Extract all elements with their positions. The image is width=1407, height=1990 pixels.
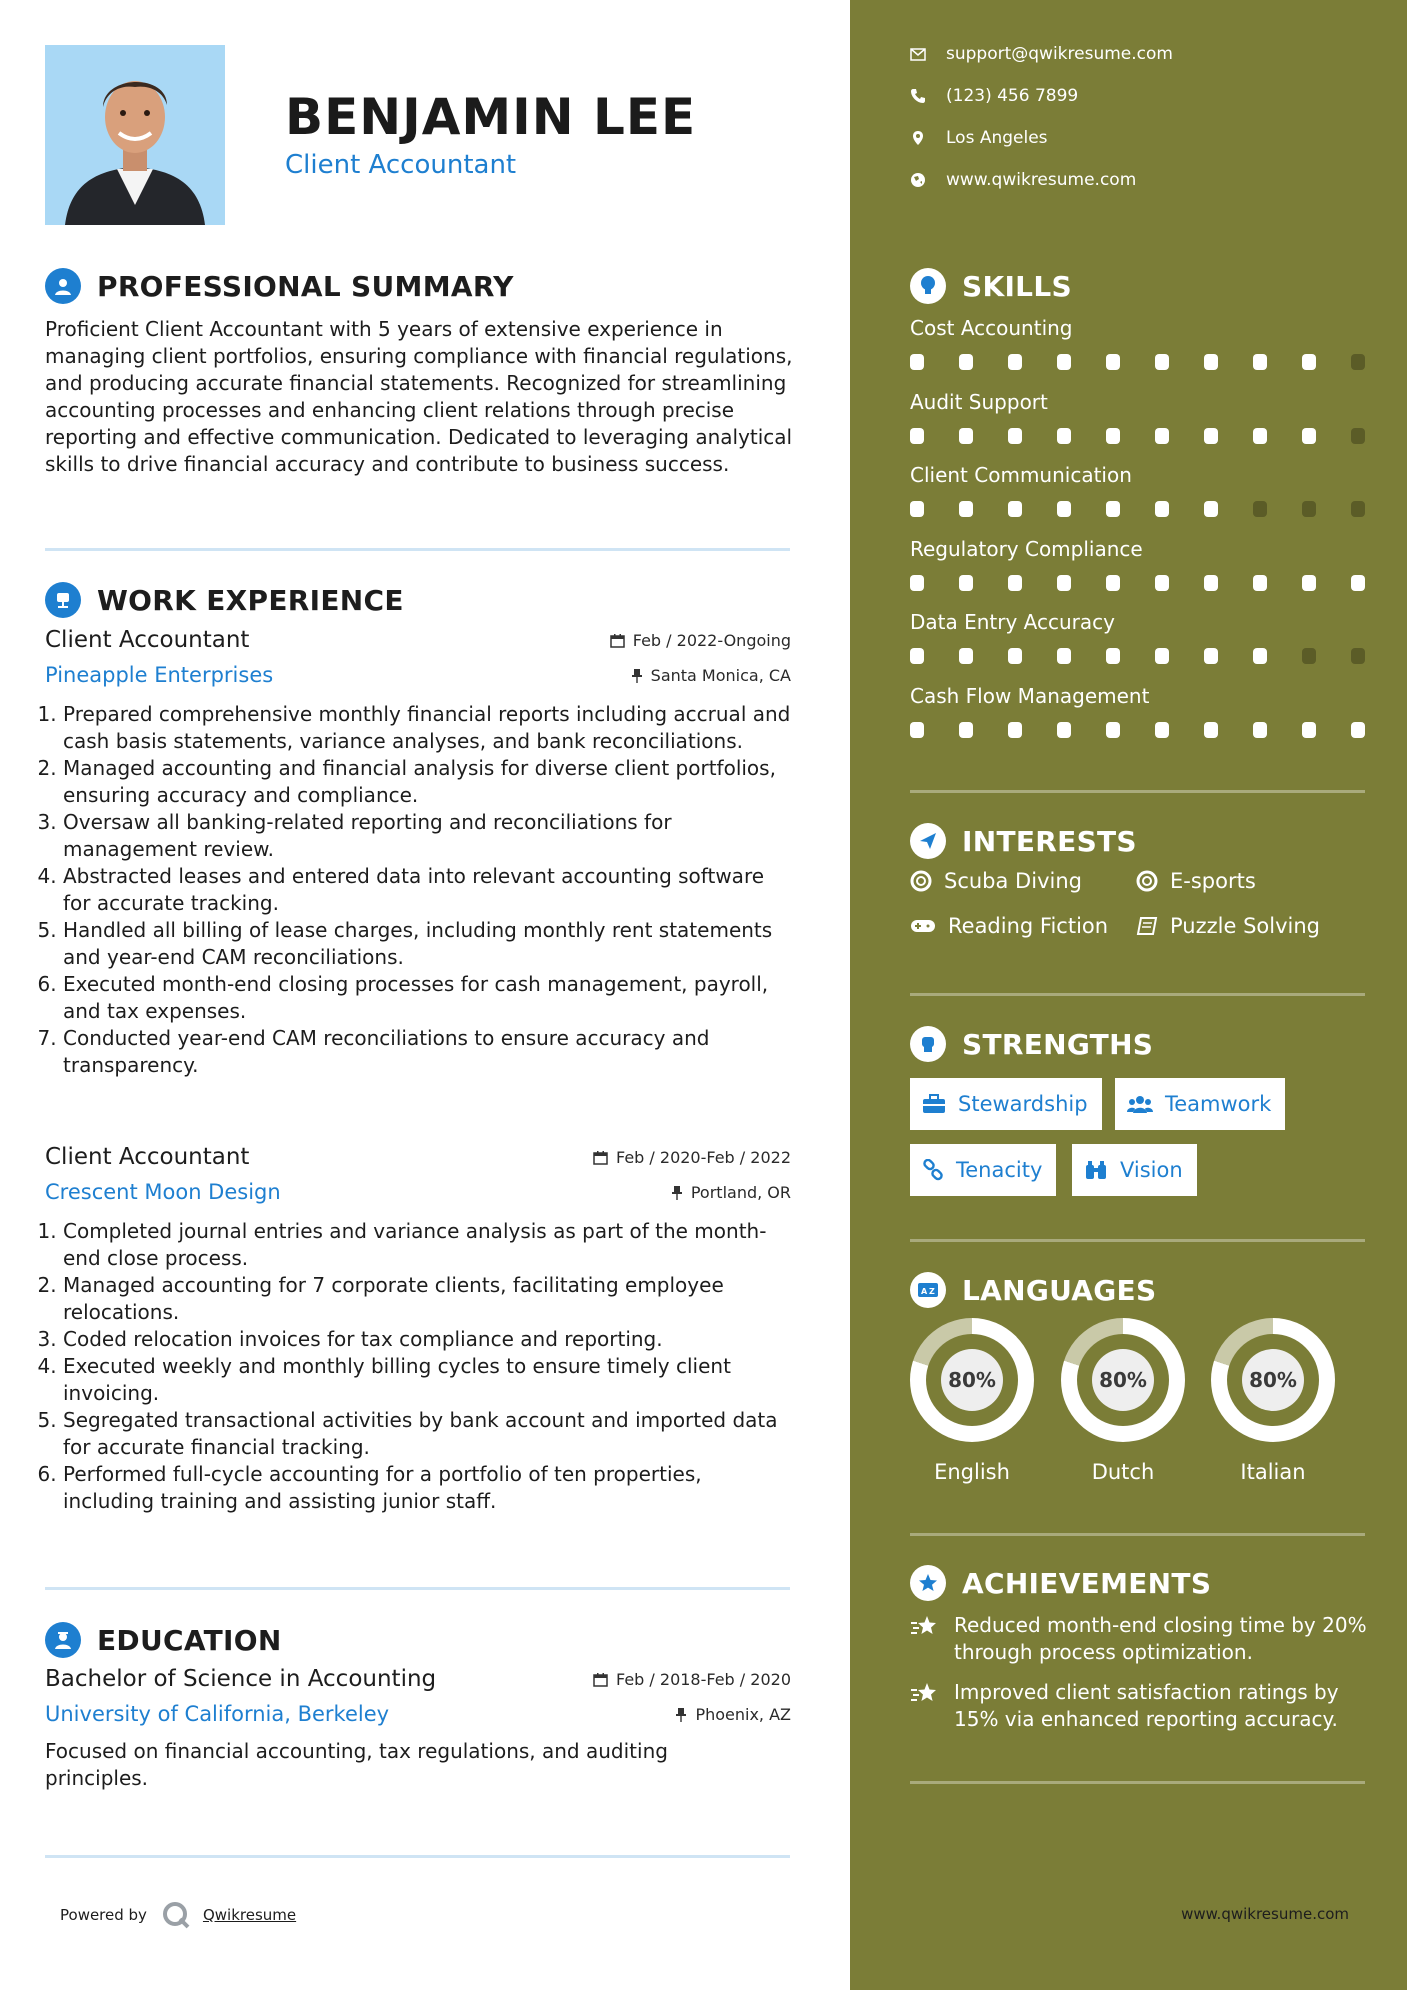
list-item: 1. Completed journal entries and variance analysis as part of the month-end close process. bbox=[63, 1218, 791, 1272]
achievement-item: Improved client satisfaction ratings by 15% via enhanced reporting accuracy. bbox=[910, 1679, 1370, 1733]
rating-dot bbox=[1106, 501, 1120, 517]
rating-dot bbox=[1253, 354, 1267, 370]
list-item: 2. Managed accounting for 7 corporate clients, facilitating employee relocations. bbox=[63, 1272, 791, 1326]
qwikresume-link[interactable]: Qwikresume bbox=[202, 1906, 297, 1924]
list-item: 3. Oversaw all banking-related reporting and reconciliations for management review. bbox=[63, 809, 791, 863]
pin-icon bbox=[631, 668, 643, 683]
strength-badge: Stewardship bbox=[910, 1078, 1102, 1130]
list-item: 3. Coded relocation invoices for tax compliance and reporting. bbox=[63, 1326, 791, 1353]
divider bbox=[910, 1239, 1365, 1242]
contact-phone[interactable]: (123) 456 7899 bbox=[910, 86, 1078, 106]
binoculars-icon bbox=[1084, 1159, 1108, 1181]
rating-dot bbox=[1057, 428, 1071, 444]
rating-dot bbox=[1155, 354, 1169, 370]
rating-dot bbox=[1204, 648, 1218, 664]
rating-dot bbox=[959, 648, 973, 664]
achievements-heading bbox=[910, 1565, 1211, 1601]
section-title: INTERESTS bbox=[962, 824, 1137, 858]
users-icon bbox=[1127, 1094, 1153, 1114]
list-item: 4. Executed weekly and monthly billing cycles to ensure timely client invoicing. bbox=[63, 1353, 791, 1407]
rating-dot bbox=[1106, 722, 1120, 738]
section-title: ACHIEVEMENTS bbox=[962, 1566, 1212, 1600]
summary-text: Proficient Client Accountant with 5 years of extensive experience in managing client portfolios, ensuring compliance with financial regulations, and producing accurate financial statements. Recognized for streamlining accounting processes and enhancing client relations through precise reporting and effective communication. Dedicated to leveraging analytical skills to drive financial accuracy and contribute to business success. bbox=[45, 317, 793, 476]
skill-item bbox=[910, 316, 1370, 370]
job-company: Pineapple Enterprises bbox=[45, 663, 274, 687]
language-percent: 80% bbox=[941, 1349, 1003, 1411]
calendar-icon bbox=[593, 1672, 608, 1687]
skill-name: Regulatory Compliance bbox=[910, 537, 1143, 561]
footer-url[interactable]: www.qwikresume.com bbox=[1181, 1905, 1349, 1923]
experience-heading bbox=[45, 582, 404, 618]
divider bbox=[45, 1587, 790, 1590]
strengths-heading bbox=[910, 1026, 1153, 1062]
envelope-icon bbox=[910, 48, 926, 61]
rating-dot bbox=[1155, 648, 1169, 664]
rating-dot bbox=[1302, 428, 1316, 444]
divider bbox=[45, 548, 790, 551]
rating-dot bbox=[910, 648, 924, 664]
job-date: Feb / 2020-Feb / 2022 bbox=[593, 1148, 791, 1167]
skill-item bbox=[910, 684, 1370, 738]
rating-dot bbox=[1155, 722, 1169, 738]
divider bbox=[910, 1781, 1365, 1784]
achievement-item: Reduced month-end closing time by 20% through process optimization. bbox=[910, 1612, 1370, 1666]
rating-dot bbox=[1106, 354, 1120, 370]
book-icon bbox=[1136, 916, 1158, 936]
job-bullets bbox=[45, 1218, 791, 1515]
skill-rating bbox=[910, 354, 1370, 370]
rating-dot bbox=[1351, 648, 1365, 664]
section-title: WORK EXPERIENCE bbox=[97, 583, 404, 617]
contact-location: Los Angeles bbox=[910, 128, 1048, 148]
list-item: 6. Executed month-end closing processes for cash management, payroll, and tax expenses. bbox=[63, 971, 791, 1025]
rating-dot bbox=[1008, 354, 1022, 370]
paper-plane-icon bbox=[910, 823, 946, 859]
map-marker-icon bbox=[910, 130, 926, 146]
rating-dot bbox=[910, 575, 924, 591]
job-entry bbox=[45, 1144, 791, 1515]
rating-dot bbox=[1302, 648, 1316, 664]
star-icon bbox=[910, 1681, 940, 1705]
pin-icon bbox=[671, 1185, 683, 1200]
strength-badge: Teamwork bbox=[1115, 1078, 1285, 1130]
divider bbox=[45, 1855, 790, 1858]
rating-dot bbox=[1351, 722, 1365, 738]
strength-badge: Vision bbox=[1072, 1144, 1197, 1196]
lightbulb-icon bbox=[910, 268, 946, 304]
summary-heading bbox=[45, 268, 514, 304]
divider bbox=[910, 1533, 1365, 1536]
interest-item: Reading Fiction bbox=[910, 914, 1108, 938]
rating-dot bbox=[1253, 575, 1267, 591]
interest-item: Puzzle Solving bbox=[1136, 914, 1320, 938]
list-item: 7. Conducted year-end CAM reconciliations to ensure accuracy and transparency. bbox=[63, 1025, 791, 1079]
translate-icon bbox=[910, 1272, 946, 1308]
job-bullets bbox=[45, 701, 791, 1079]
rating-dot bbox=[1008, 722, 1022, 738]
languages-heading bbox=[910, 1272, 1156, 1308]
rating-dot bbox=[910, 428, 924, 444]
rating-dot bbox=[910, 354, 924, 370]
education-description: Focused on financial accounting, tax regulations, and auditing principles. bbox=[45, 1739, 668, 1790]
rating-dot bbox=[1351, 575, 1365, 591]
list-item: 6. Performed full-cycle accounting for a portfolio of ten properties, including training and assisting junior staff. bbox=[63, 1461, 791, 1515]
rating-dot bbox=[959, 354, 973, 370]
star-badge-icon bbox=[910, 1565, 946, 1601]
interests-heading bbox=[910, 823, 1137, 859]
rating-dot bbox=[1008, 428, 1022, 444]
podium-icon bbox=[45, 582, 81, 618]
section-title: STRENGTHS bbox=[962, 1027, 1154, 1061]
rating-dot bbox=[1106, 575, 1120, 591]
skill-item bbox=[910, 390, 1370, 444]
interest-item: E-sports bbox=[1136, 869, 1256, 893]
calendar-icon bbox=[593, 1150, 608, 1165]
rating-dot bbox=[1351, 354, 1365, 370]
qwikresume-logo-icon bbox=[161, 1900, 191, 1930]
language-name: English bbox=[934, 1460, 1010, 1484]
briefcase-icon bbox=[922, 1094, 946, 1114]
job-company: Crescent Moon Design bbox=[45, 1180, 281, 1204]
language-percent: 80% bbox=[1242, 1349, 1304, 1411]
rating-dot bbox=[1253, 722, 1267, 738]
rating-dot bbox=[1253, 428, 1267, 444]
fist-icon bbox=[910, 1026, 946, 1062]
job-location: Santa Monica, CA bbox=[631, 666, 791, 685]
rating-dot bbox=[1204, 501, 1218, 517]
globe-icon bbox=[910, 172, 926, 188]
contact-website[interactable]: www.qwikresume.com bbox=[910, 170, 1136, 190]
section-title: PROFESSIONAL SUMMARY bbox=[97, 269, 514, 303]
profile-photo bbox=[45, 45, 225, 225]
skill-name: Cash Flow Management bbox=[910, 684, 1150, 708]
sidebar bbox=[850, 0, 1407, 1990]
language-percent: 80% bbox=[1092, 1349, 1154, 1411]
rating-dot bbox=[1204, 722, 1218, 738]
rating-dot bbox=[1253, 648, 1267, 664]
phone-icon bbox=[910, 88, 926, 104]
language-progress-ring bbox=[1061, 1318, 1185, 1442]
school: University of California, Berkeley bbox=[45, 1702, 390, 1726]
skill-name: Cost Accounting bbox=[910, 316, 1073, 340]
divider bbox=[910, 790, 1365, 793]
rating-dot bbox=[1008, 501, 1022, 517]
powered-by: Powered by Qwikresume bbox=[60, 1900, 296, 1930]
rating-dot bbox=[1057, 722, 1071, 738]
language-item bbox=[1211, 1318, 1335, 1484]
section-title: EDUCATION bbox=[97, 1623, 282, 1657]
contact-email[interactable]: support@qwikresume.com bbox=[910, 44, 1173, 64]
language-progress-ring bbox=[910, 1318, 1034, 1442]
rating-dot bbox=[1204, 354, 1218, 370]
language-item bbox=[910, 1318, 1034, 1484]
rating-dot bbox=[1106, 648, 1120, 664]
skill-item bbox=[910, 610, 1370, 664]
user-icon bbox=[45, 268, 81, 304]
education-entry bbox=[45, 1666, 791, 1792]
rating-dot bbox=[1155, 428, 1169, 444]
rating-dot bbox=[1204, 575, 1218, 591]
rating-dot bbox=[1351, 501, 1365, 517]
section-title: SKILLS bbox=[962, 269, 1072, 303]
education-heading bbox=[45, 1622, 282, 1658]
education-location: Phoenix, AZ bbox=[675, 1705, 791, 1724]
skill-name: Audit Support bbox=[910, 390, 1048, 414]
rating-dot bbox=[959, 501, 973, 517]
rating-dot bbox=[1057, 575, 1071, 591]
rating-dot bbox=[1351, 428, 1365, 444]
rating-dot bbox=[1155, 575, 1169, 591]
skill-rating bbox=[910, 648, 1370, 664]
rating-dot bbox=[1204, 428, 1218, 444]
rating-dot bbox=[959, 722, 973, 738]
rating-dot bbox=[1302, 501, 1316, 517]
strength-badge: Tenacity bbox=[910, 1144, 1056, 1196]
list-item: 4. Abstracted leases and entered data into relevant accounting software for accurate tracking. bbox=[63, 863, 791, 917]
link-icon bbox=[922, 1159, 944, 1181]
rating-dot bbox=[959, 428, 973, 444]
candidate-role: Client Accountant bbox=[285, 150, 517, 180]
job-entry bbox=[45, 627, 791, 1079]
rating-dot bbox=[1057, 648, 1071, 664]
graduation-icon bbox=[45, 1622, 81, 1658]
job-title: Client Accountant bbox=[45, 627, 250, 653]
svg-text:A: A bbox=[921, 1287, 928, 1296]
job-date: Feb / 2022-Ongoing bbox=[610, 631, 791, 650]
degree: Bachelor of Science in Accounting bbox=[45, 1666, 437, 1692]
skill-rating bbox=[910, 575, 1370, 591]
rating-dot bbox=[1302, 575, 1316, 591]
list-item: 5. Handled all billing of lease charges, including monthly rent statements and year-end CAM reconciliations. bbox=[63, 917, 791, 971]
rating-dot bbox=[959, 575, 973, 591]
skill-name: Client Communication bbox=[910, 463, 1132, 487]
language-name: Dutch bbox=[1091, 1460, 1155, 1484]
rating-dot bbox=[1057, 354, 1071, 370]
pin-icon bbox=[675, 1707, 687, 1722]
list-item: 1. Prepared comprehensive monthly financial reports including accrual and cash basis statements, variance analyses, and bank reconciliations. bbox=[63, 701, 791, 755]
rating-dot bbox=[1302, 722, 1316, 738]
list-item: 2. Managed accounting and financial analysis for diverse client portfolios, ensuring accuracy and compliance. bbox=[63, 755, 791, 809]
skill-item bbox=[910, 463, 1370, 517]
rating-dot bbox=[1155, 501, 1169, 517]
calendar-icon bbox=[610, 633, 625, 648]
skill-name: Data Entry Accuracy bbox=[910, 610, 1115, 634]
rating-dot bbox=[1008, 648, 1022, 664]
language-name: Italian bbox=[1240, 1460, 1306, 1484]
skills-heading bbox=[910, 268, 1072, 304]
skill-rating bbox=[910, 722, 1370, 738]
rating-dot bbox=[910, 722, 924, 738]
rating-dot bbox=[1106, 428, 1120, 444]
skill-rating bbox=[910, 428, 1370, 444]
rating-dot bbox=[1253, 501, 1267, 517]
divider bbox=[910, 993, 1365, 996]
gamepad-icon bbox=[910, 917, 936, 935]
star-icon bbox=[910, 1614, 940, 1638]
list-item: 5. Segregated transactional activities by bank account and imported data for accurate financial tracking. bbox=[63, 1407, 791, 1461]
job-title: Client Accountant bbox=[45, 1144, 250, 1170]
life-ring-icon bbox=[1136, 870, 1158, 892]
skill-item bbox=[910, 537, 1370, 591]
candidate-name: BENJAMIN LEE bbox=[285, 88, 697, 146]
rating-dot bbox=[1008, 575, 1022, 591]
life-ring-icon bbox=[910, 870, 932, 892]
rating-dot bbox=[910, 501, 924, 517]
interest-item: Scuba Diving bbox=[910, 869, 1082, 893]
skill-rating bbox=[910, 501, 1370, 517]
section-title: LANGUAGES bbox=[962, 1273, 1157, 1307]
rating-dot bbox=[1057, 501, 1071, 517]
education-date: Feb / 2018-Feb / 2020 bbox=[593, 1670, 791, 1689]
job-location: Portland, OR bbox=[671, 1183, 791, 1202]
svg-text:Z: Z bbox=[929, 1287, 935, 1296]
rating-dot bbox=[1302, 354, 1316, 370]
language-progress-ring bbox=[1211, 1318, 1335, 1442]
language-item bbox=[1061, 1318, 1185, 1484]
